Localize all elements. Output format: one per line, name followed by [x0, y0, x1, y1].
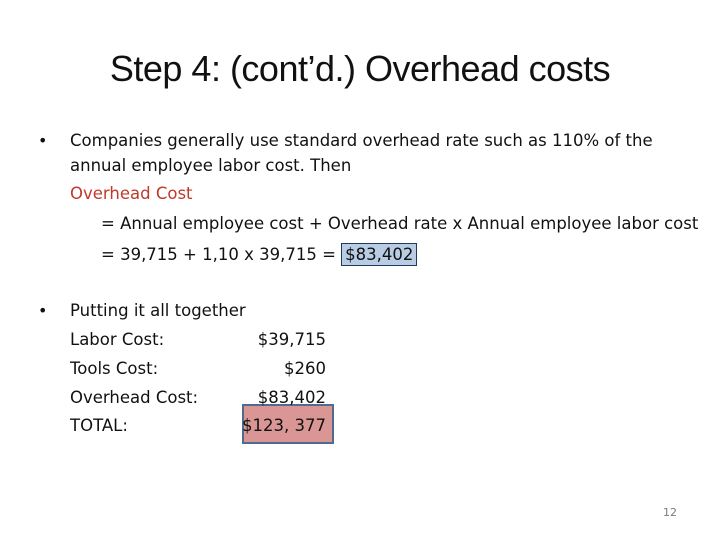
bullet-1: • [38, 131, 48, 150]
calc-result-highlight: $83,402 [341, 243, 417, 266]
row-value-total: $123, 377 [242, 416, 326, 435]
row-label-overhead: Overhead Cost: [70, 388, 199, 407]
overhead-formula: = Annual employee cost + Overhead rate x Annual employee labor cost [101, 214, 699, 233]
section1-line2: annual employee labor cost. Then [70, 156, 352, 175]
row-value-overhead: $83,402 [257, 388, 326, 407]
row-value-labor: $39,715 [257, 330, 326, 349]
section1-line1: Companies generally use standard overhead rate such as 110% of the [70, 131, 653, 150]
overhead-cost-heading: Overhead Cost [70, 184, 193, 203]
page-number: 12 [663, 506, 677, 519]
calc-prefix: = 39,715 + 1,10 x 39,715 = [101, 245, 336, 264]
row-value-tools: $260 [284, 359, 326, 378]
row-label-tools: Tools Cost: [70, 359, 159, 378]
slide-title: Step 4: (cont’d.) Overhead costs [109, 48, 611, 89]
overhead-calculation [101, 244, 417, 266]
row-label-labor: Labor Cost: [70, 330, 165, 349]
bullet-2: • [38, 301, 48, 320]
row-label-total: TOTAL: [70, 416, 128, 435]
section2-heading: Putting it all together [70, 301, 246, 320]
